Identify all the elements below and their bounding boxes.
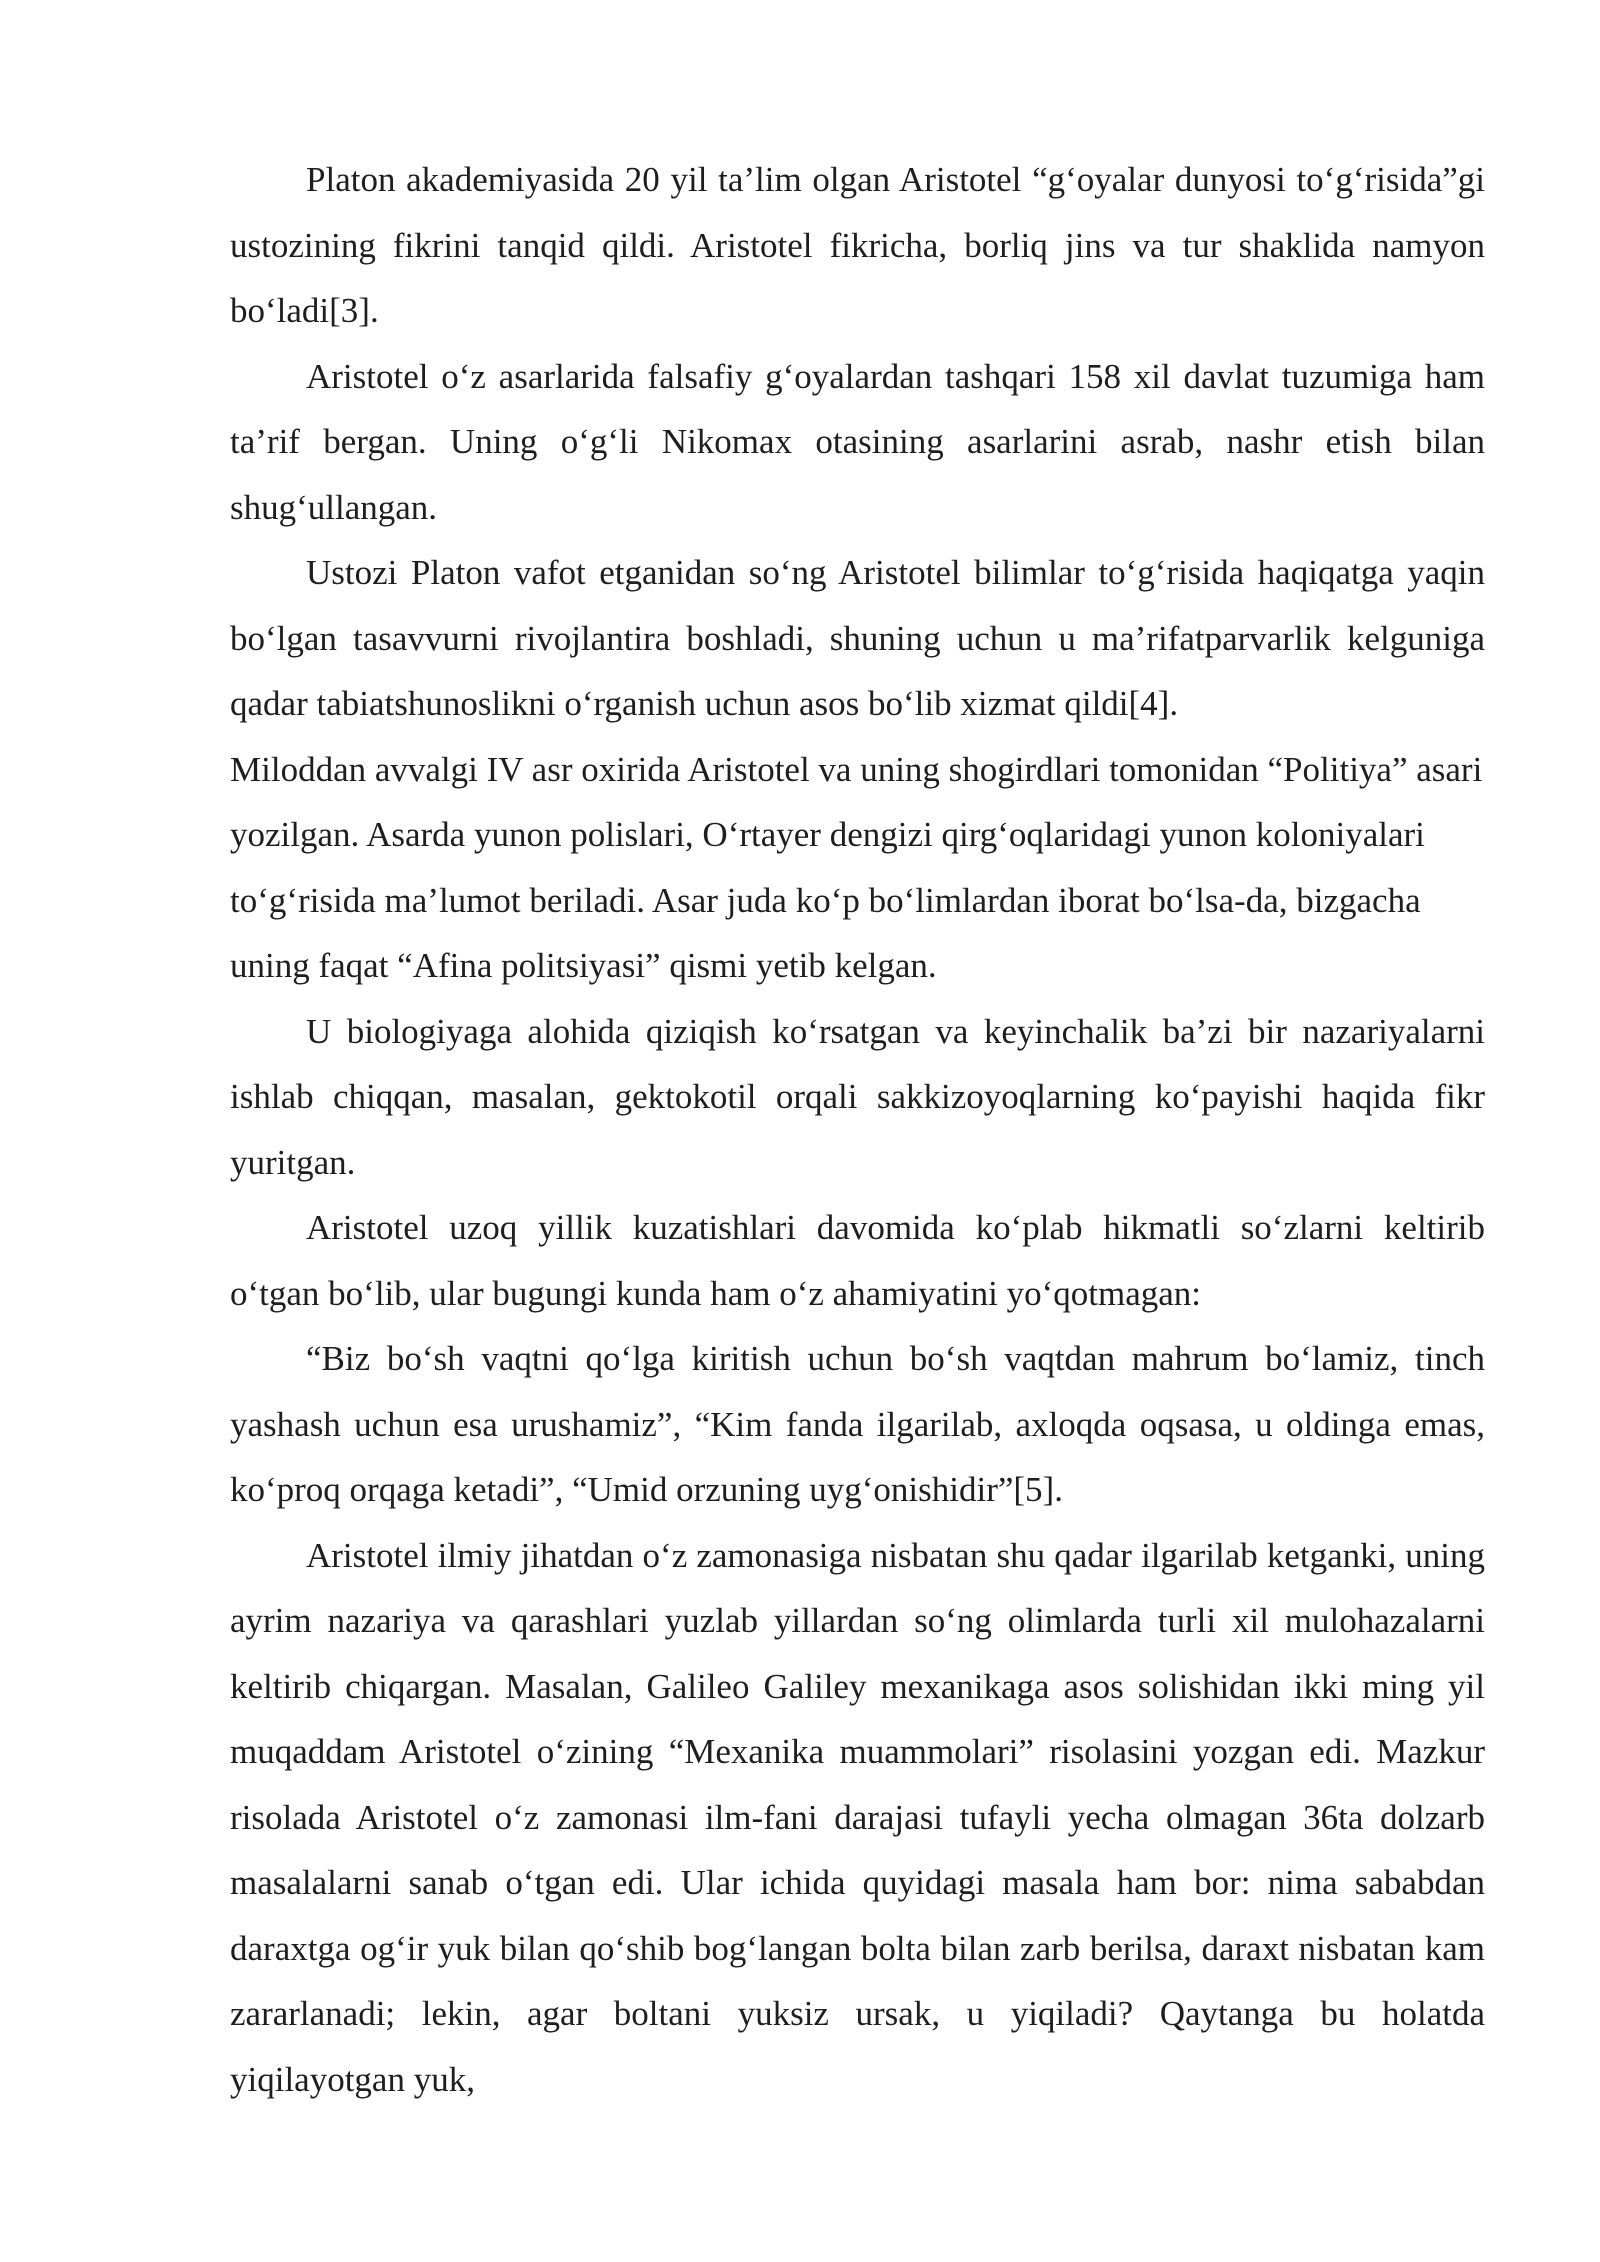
- document-page: [230, 147, 1485, 2112]
- paragraph-7: “Biz bo‘sh vaqtni qo‘lga kiritish uchun bo‘sh vaqtdan mahrum bo‘lamiz, tinch yashash uchun esa urushamiz”, “Kim fanda ilgarilab, axloqda oqsasa, u oldinga emas, ko‘proq orqaga ketadi”, “Umid orzuning uyg‘onishidir”[5].: [230, 1339, 1485, 1509]
- paragraph-2: Aristotel o‘z asarlarida falsafiy g‘oyalardan tashqari 158 xil davlat tuzumiga ham ta’rif bergan. Uning o‘g‘li Nikomax otasining asarlarini asrab, nashr etish bilan shug‘ullangan.: [230, 356, 1485, 527]
- paragraph-3: Ustozi Platon vafot etganidan so‘ng Aristotel bilimlar to‘g‘risida haqiqatga yaqin bo‘lgan tasavvurni rivojlantira boshladi, shuning uchun u ma’rifatparvarlik kelguniga qadar tabiatshunoslikni o‘rganish uchun asos bo‘lib xizmat qildi[4].: [230, 553, 1485, 723]
- paragraph-5: U biologiyaga alohida qiziqish ko‘rsatgan va keyinchalik ba’zi bir nazariyalarni ishlab chiqqan, masalan, gektokotil orqali sakkizoyoqlarning ko‘payishi haqida fikr yuritgan.: [230, 1011, 1485, 1182]
- paragraph-8: Aristotel ilmiy jihatdan o‘z zamonasiga nisbatan shu qadar ilgarilab ketganki, uning ayrim nazariya va qarashlari yuzlab yillardan so‘ng olimlarda turli xil mulohazalarni keltirib chiqargan. Masalan, Galileo Galiley mexanikaga asos solishidan ikki ming yil muqaddam Aristotel o‘zining “Mexanika muammolari” risolasini yozgan edi. Mazkur risolada Aristotel o‘z zamonasi ilm-fani darajasi tufayli yecha olmagan 36ta dolzarb masalalarni sanab o‘tgan edi. Ular ichida quyidagi masala ham bor: nima sababdan daraxtga og‘ir yuk bilan qo‘shib bog‘langan bolta bilan zarb berilsa, daraxt nisbatan kam zararlanadi; lekin, agar boltani yuksiz ursak, u yiqiladi? Qaytanga bu holatda yiqilayotgan yuk,: [230, 1535, 1485, 2099]
- paragraph-1: Platon akademiyasida 20 yil ta’lim olgan Aristotel “g‘oyalar dunyosi to‘g‘risida”gi ustozining fikrini tanqid qildi. Aristotel fikricha, borliq jins va tur shaklida namyon bo‘ladi[3].: [230, 160, 1485, 330]
- paragraph-4: Miloddan avvalgi IV asr oxirida Aristotel va uning shogirdlari tomonidan “Politiya” asari yozilgan. Asarda yunon polislari, O‘rtayer dengizi qirg‘oqlaridagi yunon koloniyalari to‘g‘risida ma’lumot beriladi. Asar juda ko‘p bo‘limlardan iborat bo‘lsa-da, bizgacha uning faqat “Afina politsiyasi” qismi yetib kelgan.: [230, 749, 1483, 985]
- paragraph-6: Aristotel uzoq yillik kuzatishlari davomida ko‘plab hikmatli so‘zlarni keltirib o‘tgan bo‘lib, ular bugungi kunda ham o‘z ahamiyatini yo‘qotmagan:: [230, 1208, 1485, 1313]
